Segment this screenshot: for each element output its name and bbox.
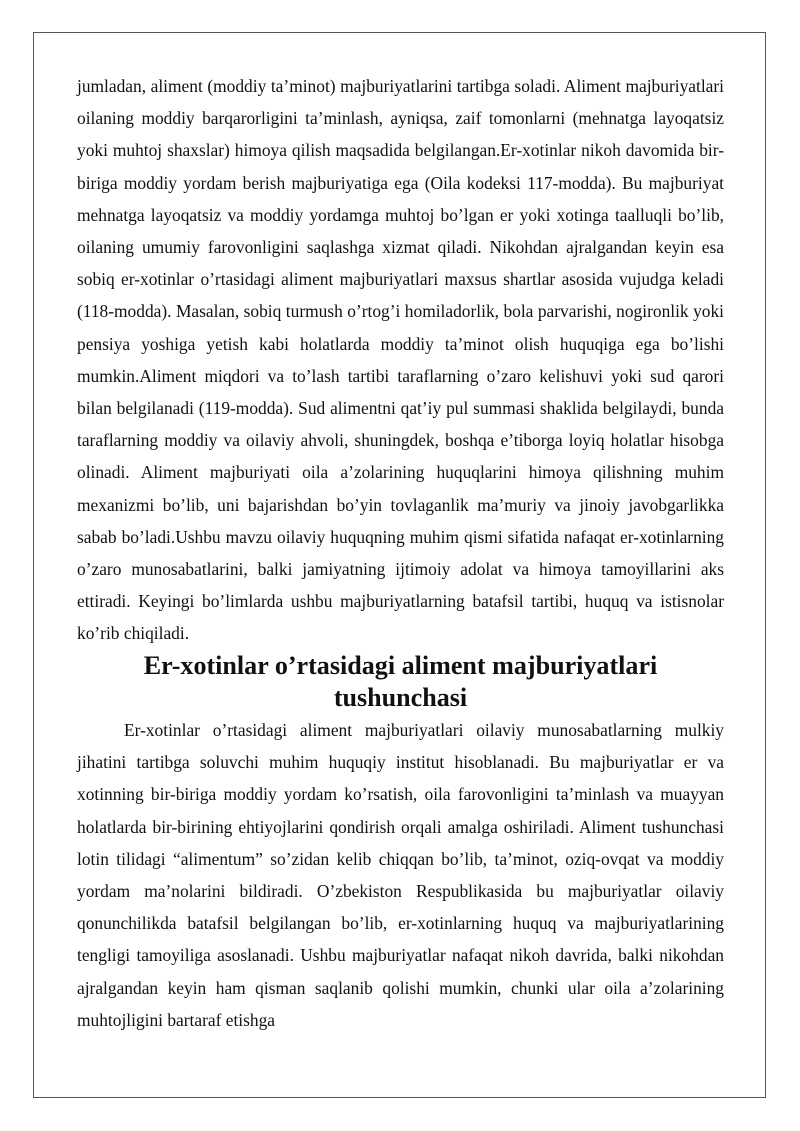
section-heading: Er-xotinlar o’rtasidagi aliment majburiyatlari tushunchasi: [143, 650, 658, 712]
section-paragraph: Er-xotinlar o’rtasidagi aliment majburiyatlari oilaviy munosabatlarning mulkiy jihatini tartibga soluvchi muhim huquqiy institut hisoblanadi. Bu majburiyatlar er va xotinning bir-biriga moddiy yordam ko’rsatish, oila farovonligini ta’minlash va muayyan holatlarda bir-birining ehtiyojlarini qondirish orqali amalga oshiriladi. Aliment tushunchasi lotin tilidagi “alimentum” so’zidan kelib chiqqan bo’lib, ta’minot, oziq-ovqat va moddiy yordam ma’nolarini bildiradi. O’zbekiston Respublikasida bu majburiyatlar oilaviy qonunchilikda batafsil belgilangan bo’lib, er-xotinlarning huquq va majburiyatlarining tengligi tamoyiliga asoslanadi. Ushbu majburiyatlar nafaqat nikoh davrida, balki nikohdan ajralgandan keyin ham qisman saqlanib qolishi mumkin, chunki ular oila a’zolarining muhtojligini bartaraf etishga: [77, 720, 724, 1030]
document-body: [77, 70, 724, 1036]
body-paragraph: jumladan, aliment (moddiy ta’minot) majburiyatlarini tartibga soladi. Aliment majburiyatlari oilaning moddiy barqarorligini ta’minlash, ayniqsa, zaif tomonlarni (mehnatga layoqatsiz yoki muhtoj shaxslar) himoya qilish maqsadida belgilangan.Er-xotinlar nikoh davomida bir-biriga moddiy yordam berish majburiyatiga ega (Oila kodeksi 117-modda). Bu majburiyat mehnatga layoqatsiz va moddiy yordamga muhtoj bo’lgan er yoki xotinga taalluqli bo’lib, oilaning umumiy farovonligini saqlashga xizmat qiladi. Nikohdan ajralgandan keyin esa sobiq er-xotinlar o’rtasidagi aliment majburiyatlari maxsus shartlar asosida vujudga keladi (118-modda). Masalan, sobiq turmush o’rtog’i homiladorlik, bola parvarishi, nogironlik yoki pensiya yoshiga yetish kabi holatlarda moddiy ta’minot olish huquqiga ega bo’lishi mumkin.Aliment miqdori va to’lash tartibi taraflarning o’zaro kelishuvi yoki sud qarori bilan belgilanadi (119-modda). Sud alimentni qat’iy pul summasi shaklida belgilaydi, bunda taraflarning moddiy va oilaviy ahvoli, shuningdek, boshqa e’tiborga loyiq holatlar hisobga olinadi. Aliment majburiyati oila a’zolarining huquqlarini himoya qilishning muhim mexanizmi bo’lib, uni bajarishdan bo’yin tovlaganlik ma’muriy va jinoiy javobgarlikka sabab bo’ladi.Ushbu mavzu oilaviy huquqning muhim qismi sifatida nafaqat er-xotinlarning o’zaro munosabatlarini, balki jamiyatning ijtimoiy adolat va himoya tamoyillarini aks ettiradi. Keyingi bo’limlarda ushbu majburiyatlarning batafsil tartibi, huquq va istisnolar ko’rib chiqiladi.: [77, 76, 724, 644]
